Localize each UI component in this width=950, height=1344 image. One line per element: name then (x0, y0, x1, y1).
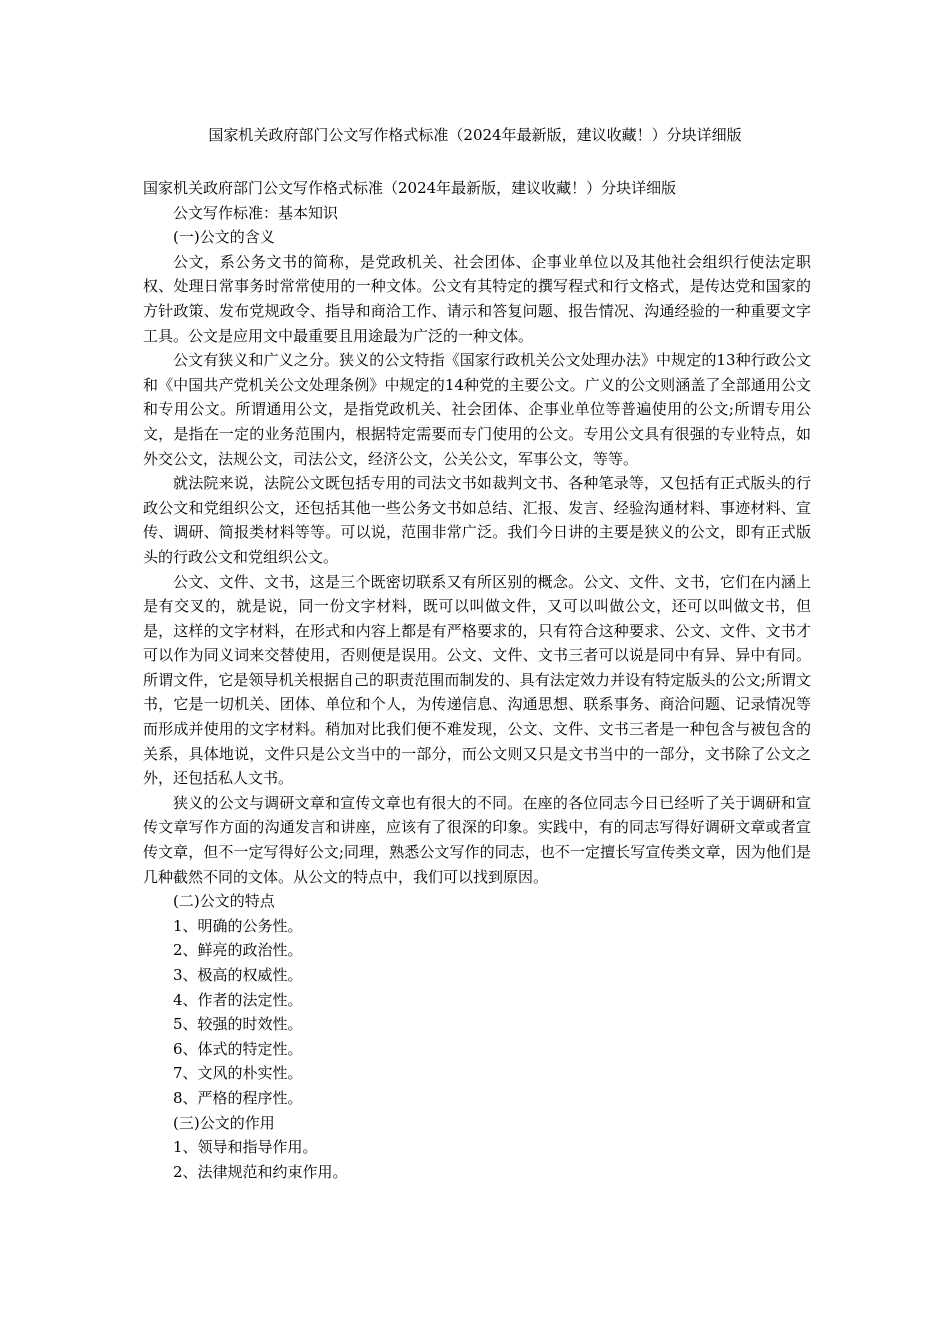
list-item: 6、体式的特定性。 (173, 1039, 303, 1058)
list-item: 2、法律规范和约束作用。 (173, 1162, 348, 1181)
page-header-title: 国家机关政府部门公文写作格式标准（2024年最新版，建议收藏！）分块详细版 (208, 126, 742, 144)
paragraph: 就法院来说，法院公文既包括专用的司法文书如裁判文书、各种笔录等，又包括有正式版头的行政公文和党组织公文，还包括其他一些公务文书如总结、汇报、发言、经验沟通材料、事迹材料、宣传、调研、简报类材料等等。可以说，范围非常广泛。我们今日讲的主要是狭义的公文，即有正式版头的行政公文和党组织公文。 (143, 474, 811, 566)
list-item: 2、鲜亮的政治性。 (173, 941, 303, 960)
list-item: 7、文风的朴实性。 (173, 1064, 303, 1083)
list-item: 8、严格的程序性。 (173, 1088, 303, 1107)
list-item: 4、作者的法定性。 (173, 990, 303, 1009)
list-item: 1、领导和指导作用。 (173, 1138, 318, 1157)
section-heading-features: (二)公文的特点 (173, 892, 275, 911)
document-body (143, 176, 811, 1184)
paragraph: 公文、文件、文书，这是三个既密切联系又有所区别的概念。公文、文件、文书，它们在内涵上是有交叉的，就是说，同一份文字材料，既可以叫做文件，又可以叫做公文，还可以叫做文书，但是，这样的文字材料，在形式和内容上都是有严格要求的，只有符合这种要求、公文、文件、文书才可以作为同义词来交替使用，否则便是误用。公文、文件、文书三者可以说是同中有异、异中有同。所谓文件，它是领导机关根据自己的职责范围而制发的、具有法定效力并设有特定版头的公文;所谓文书，它是一切机关、团体、单位和个人，为传递信息、沟通思想、联系事务、商洽问题、记录情况等而形成并使用的文字材料。稍加对比我们便不难发现，公文、文件、文书三者是一种包含与被包含的关系，具体地说，文件只是公文当中的一部分，而公文则又只是文书当中的一部分，文书除了公文之外，还包括私人文书。 (143, 572, 811, 788)
list-item: 1、明确的公务性。 (173, 916, 303, 935)
list-item: 5、较强的时效性。 (173, 1015, 303, 1034)
list-item: 3、极高的权威性。 (173, 966, 303, 984)
section-heading-definition: (一)公文的含义 (173, 228, 275, 247)
paragraph: 狭义的公文与调研文章和宣传文章也有很大的不同。在座的各位同志今日已经听了关于调研和宣传文章写作方面的沟通发言和讲座，应该有了很深的印象。实践中，有的同志写得好调研文章或者宣传文章，但不一定写得好公文;同理，熟悉公文写作的同志，也不一定擅长写宣传类文章，因为他们是几种截然不同的文体。从公文的特点中，我们可以找到原因。 (143, 793, 811, 886)
document-subtitle: 公文写作标准：基本知识 (173, 203, 339, 222)
paragraph: 公文有狭义和广义之分。狭义的公文特指《国家行政机关公文处理办法》中规定的13种行政公文和《中国共产党机关公文处理条例》中规定的14种党的主要公文。广义的公文则涵盖了全部通用公文和专用公文。所谓通用公文，是指党政机关、社会团体、企事业单位等普遍使用的公文;所谓专用公文，是指在一定的业务范围内，根据特定需要而专门使用的公文。专用公文具有很强的专业特点，如外交公文，法规公文，司法公文，经济公文，公关公文，军事公文，等等。 (143, 351, 811, 468)
document-title: 国家机关政府部门公文写作格式标准（2024年最新版，建议收藏！）分块详细版 (143, 179, 677, 197)
paragraph: 公文，系公务文书的简称，是党政机关、社会团体、企事业单位以及其他社会组织行使法定职权、处理日常事务时常常使用的一种文体。公文有其特定的撰写程式和行文格式，是传达党和国家的方针政策、发布党规政令、指导和商洽工作、请示和答复问题、报告情况、沟通经验的一种重要文字工具。公文是应用文中最重要且用途最为广泛的一种文体。 (143, 252, 811, 345)
section-heading-functions: (三)公文的作用 (173, 1113, 275, 1132)
